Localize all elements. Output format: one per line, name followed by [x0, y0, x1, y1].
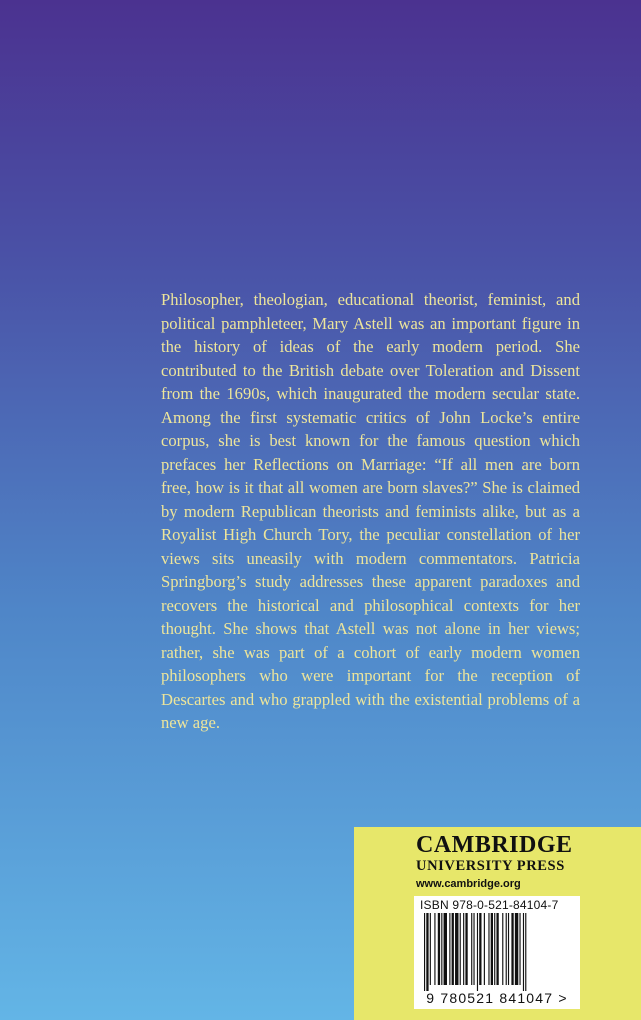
barcode-bar — [463, 913, 464, 985]
barcode-bar — [515, 913, 518, 985]
barcode-bar — [491, 913, 493, 985]
barcode-bar — [494, 913, 495, 985]
barcode-bar — [502, 913, 503, 985]
barcode-bar — [473, 913, 474, 985]
barcode-bar — [471, 913, 472, 985]
barcode-bars-icon — [422, 913, 572, 991]
barcode-bar — [488, 913, 489, 985]
barcode-bar — [455, 913, 458, 985]
barcode-bar — [525, 913, 526, 991]
barcode-bar — [465, 913, 467, 985]
barcode-digits: 9 780521 841047 > — [426, 990, 568, 1006]
publisher-url: www.cambridge.org — [416, 878, 521, 890]
publisher-name: CAMBRIDGE — [416, 832, 573, 858]
barcode-bar — [434, 913, 435, 985]
barcode-bar — [460, 913, 461, 985]
barcode-bar — [426, 913, 428, 991]
barcode-bar — [430, 913, 431, 985]
barcode-bar — [438, 913, 440, 985]
barcode-bar — [452, 913, 454, 985]
barcode-bar — [523, 913, 524, 991]
barcode-bar — [484, 913, 485, 985]
barcode-bar — [508, 913, 509, 985]
barcode-bar — [449, 913, 450, 985]
isbn-label: ISBN 978-0-521-84104-7 — [420, 898, 559, 912]
barcode-bar — [496, 913, 498, 985]
isbn-barcode-card — [414, 896, 580, 1009]
publisher-subtitle: UNIVERSITY PRESS — [416, 858, 565, 874]
barcode-bar — [477, 913, 478, 991]
barcode-bar — [511, 913, 513, 985]
barcode-bar — [519, 913, 520, 985]
blurb-paragraph: Philosopher, theologian, educational theorist, feminist, and political pamphleteer, Mary Astell was an important figure in the history of ideas of the early modern period. She contributed to the British debate over Toleration and Dissent from the 1690s, which inaugurated the modern secular state. Among the first systematic critics of John Locke’s entire corpus, she is best known for the famous question which prefaces her Reflections on Marriage: “If all men are born free, how is it that all women are born slaves?” She is claimed by modern Republican theorists and feminists alike, but as a Royalist High Church Tory, the peculiar constellation of her views sits uneasily with modern commentators. Patricia Springborg’s study addresses these apparent paradoxes and recovers the historical and philosophical contexts for her thought. She shows that Astell was not alone in her views; rather, she was part of a cohort of early modern women philosophers who were important for the reception of Descartes and who grappled with the existential problems of a new age. — [161, 290, 580, 732]
back-cover-blurb — [161, 288, 580, 735]
barcode-bar — [441, 913, 442, 985]
barcode-bar — [424, 913, 425, 991]
publisher-panel — [354, 827, 641, 1020]
barcode-bar — [479, 913, 481, 985]
barcode-bar — [444, 913, 447, 985]
barcode-bar — [506, 913, 507, 985]
